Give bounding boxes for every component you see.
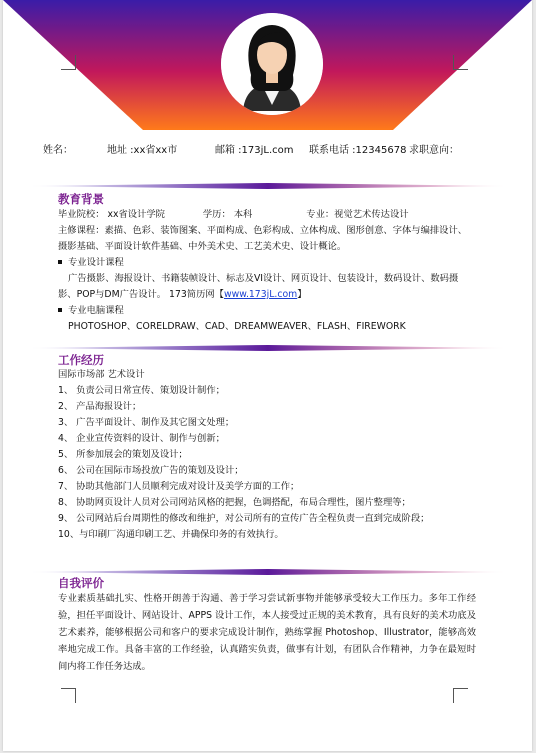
job-intention-label: 求职意向：: [409, 145, 459, 156]
crop-mark-bottom-left: [61, 688, 76, 703]
contact-info-row: [3, 141, 532, 155]
design-courses-line-2: 影、POP与DM广告设计。 173简历网【www.173jL.com】: [58, 289, 307, 300]
avatar: [221, 13, 323, 115]
education-summary-row: [58, 207, 476, 223]
education-title: 教育背景: [58, 192, 104, 206]
work-title: 工作经历: [58, 353, 104, 367]
computer-courses-line: PHOTOSHOP、CORELDRAW、CAD、DREAMWEAVER、FLASH、FIREWORK: [68, 321, 406, 332]
name-label: 姓名：: [43, 145, 73, 156]
work-item: 1、 负责公司日常宣传、策划设计制作；: [58, 385, 225, 396]
address-text: 地址 :xx省xx市: [107, 145, 178, 156]
work-item: 9、 公司网站后台周期性的修改和维护，对公司所有的宣传广告全程负责一直到完成阶段；: [58, 513, 430, 524]
crop-mark-bottom-right: [453, 688, 468, 703]
bullet-icon: [58, 260, 62, 264]
work-item: 3、 广告平面设计、制作及其它图文处理；: [58, 417, 235, 428]
design-courses-heading: 专业设计课程: [58, 255, 476, 271]
computer-courses-heading: 专业电脑课程: [58, 303, 476, 319]
work-item: 7、 协助其他部门人员顺利完成对设计及美学方面的工作；: [58, 481, 300, 492]
design-courses-line-1: 广告摄影、海报设计、书籍装帧设计、标志及VI设计、网页设计、包装设计，数码设计、数码摄: [68, 273, 459, 284]
work-item: 2、 产品海报设计；: [58, 401, 142, 412]
work-item: 6、 公司在国际市场投放广告的策划及设计；: [58, 465, 244, 476]
phone-text: 联系电话 :12345678: [309, 145, 407, 156]
work-item: 4、 企业宣传资料的设计、制作与创新；: [58, 433, 225, 444]
work-item: 10、与印刷厂沟通印刷工艺、并确保印务的有效执行。: [58, 529, 284, 540]
resume-page: [3, 0, 532, 751]
work-department: 国际市场部 艺术设计: [58, 369, 145, 380]
website-link[interactable]: www.173jL.com: [223, 289, 298, 300]
crop-mark-top-right: [453, 55, 468, 70]
courses-line-1: 主修课程：素描、色彩、装饰图案、平面构成、色彩构成、立体构成、图形创意、字体与编排设计、: [58, 225, 468, 236]
major-text: 专业：视觉艺术传达设计: [306, 209, 409, 220]
self-evaluation-content: [58, 590, 476, 675]
crop-mark-top-left: [61, 55, 76, 70]
work-item: 8、 协助网页设计人员对公司网站风格的把握，色调搭配，布局合理性，图片整理等；: [58, 497, 411, 508]
self-evaluation-title: 自我评价: [58, 576, 104, 590]
avatar-illustration: [221, 13, 323, 115]
email-text: 邮箱 :173jL.com: [215, 145, 294, 156]
section-divider: [28, 345, 508, 351]
work-content: [58, 367, 476, 543]
courses-line-2: 摄影基础、平面设计软件基础、中外美术史、工艺美术史、设计概论。: [58, 241, 347, 252]
school-text: 毕业院校： xx省设计学院: [58, 209, 165, 220]
section-divider: [28, 183, 508, 189]
bullet-icon: [58, 308, 62, 312]
degree-text: 学历： 本科: [202, 209, 253, 220]
education-content: [58, 207, 476, 335]
self-evaluation-text: 专业素质基础扎实、性格开朗善于沟通、善于学习尝试新事物并能够承受较大工作压力。多年工作经验，担任平面设计、网站设计、APPS 设计工作，本人接受过正规的美术教育，具有良好的美术功底及艺术素养，能够根据公司和客户的要求完成设计制作，熟练掌握 Photoshop、Illustrator，能够高效率地完成工作。具备丰富的工作经验，认真踏实负责，做事有计划，有团队合作精神，力争在最短时间内将工作任务达成。: [58, 593, 476, 672]
work-item: 5、 所参加展会的策划及设计；: [58, 449, 188, 460]
